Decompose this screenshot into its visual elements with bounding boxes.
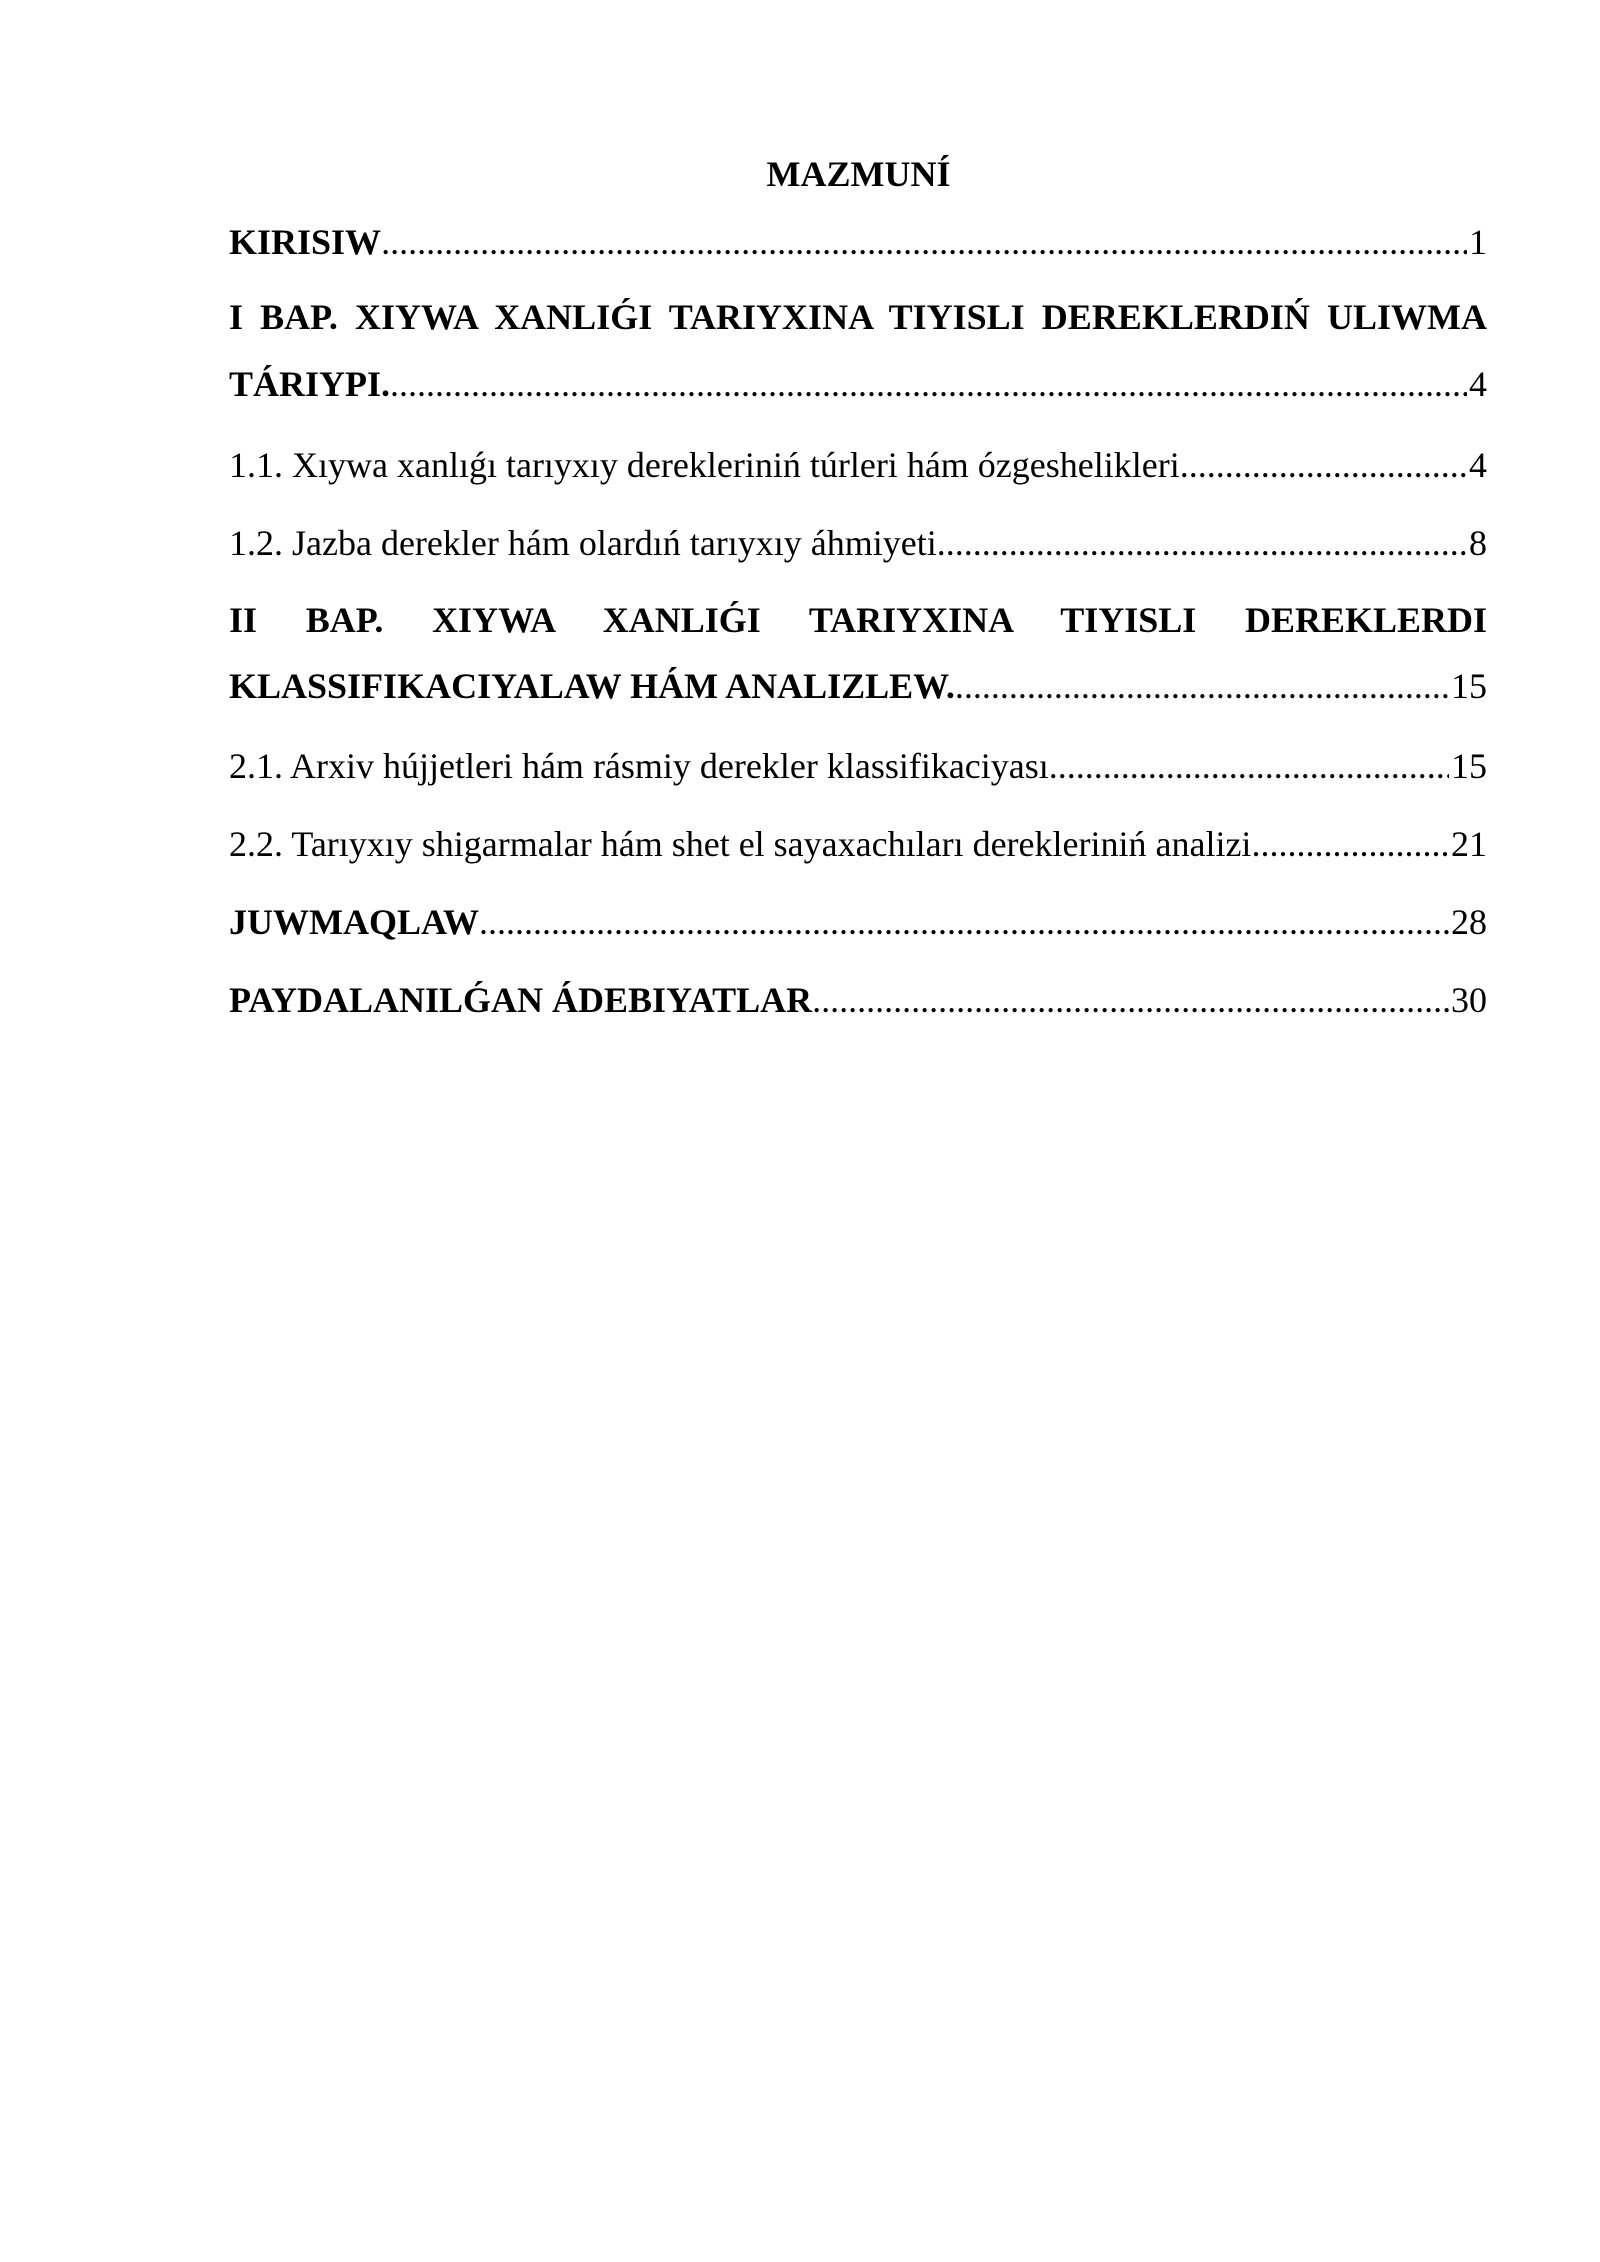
toc-entry-section-2-1[interactable] [229,744,1487,788]
toc-page-number: 4 [1469,364,1487,404]
toc-label: PAYDALANILǴAN ÁDEBIYATLAR [229,980,813,1020]
toc-label: JUWMAQLAW [229,902,479,942]
toc-label-line-2: TÁRIYPI. [229,364,391,404]
toc-page-number: 8 [1469,523,1487,563]
toc-page-number: 4 [1469,445,1487,485]
toc-label: 2.2. Tarıyxıy shigarmalar hám shet el sayaxachıları derekleriniń analizi [229,824,1252,864]
toc-label-line-1: II BAP. XIYWA XANLIǴI TARIYXINA TIYISLI DEREKLERDI [229,600,1487,640]
dot-leader [1049,744,1449,788]
toc-page-number: 15 [1451,746,1487,786]
dot-leader [390,362,1467,406]
toc-entry-section-1-1[interactable] [229,443,1487,487]
dot-leader [937,521,1467,565]
toc-label: 2.1. Arxiv hújjetleri hám rásmiy derekler klassifikaciyası [229,746,1049,786]
toc-entry-chapter-2[interactable] [229,598,1487,708]
toc-entry-introduction[interactable] [229,220,1487,264]
toc-label: 1.1. Xıywa xanlıǵı tarıyxıy derekleriniń túrleri hám ózgeshelikleri [229,445,1180,485]
toc-entry-chapter-1[interactable] [229,295,1487,406]
toc-label-line-2: KLASSIFIKACIYALAW HÁM ANALIZLEW. [229,666,955,706]
page-title: MAZMUNÍ [766,154,951,194]
dot-leader [1251,822,1449,866]
toc-entry-references[interactable] [229,978,1487,1022]
toc-page-number: 1 [1469,222,1487,262]
toc-label: KIRISIW [229,222,382,262]
toc-page-number: 28 [1451,902,1487,942]
dot-leader [955,664,1449,708]
toc-page-number: 15 [1451,666,1487,706]
dot-leader [812,978,1449,1022]
dot-leader [381,220,1467,264]
toc-label-line-1: I BAP. XIYWA XANLIǴI TARIYXINA TIYISLI DEREKLERDIŃ ULIWMA [229,297,1487,337]
dot-leader [1180,443,1467,487]
toc-entry-conclusion[interactable] [229,900,1487,944]
toc-page-number: 30 [1451,980,1487,1020]
toc-page-number: 21 [1451,824,1487,864]
dot-leader [479,900,1449,944]
toc-label: 1.2. Jazba derekler hám olardıń tarıyxıy áhmiyeti [229,523,937,563]
toc-entry-section-2-2[interactable] [229,822,1487,866]
toc-entry-section-1-2[interactable] [229,521,1487,565]
